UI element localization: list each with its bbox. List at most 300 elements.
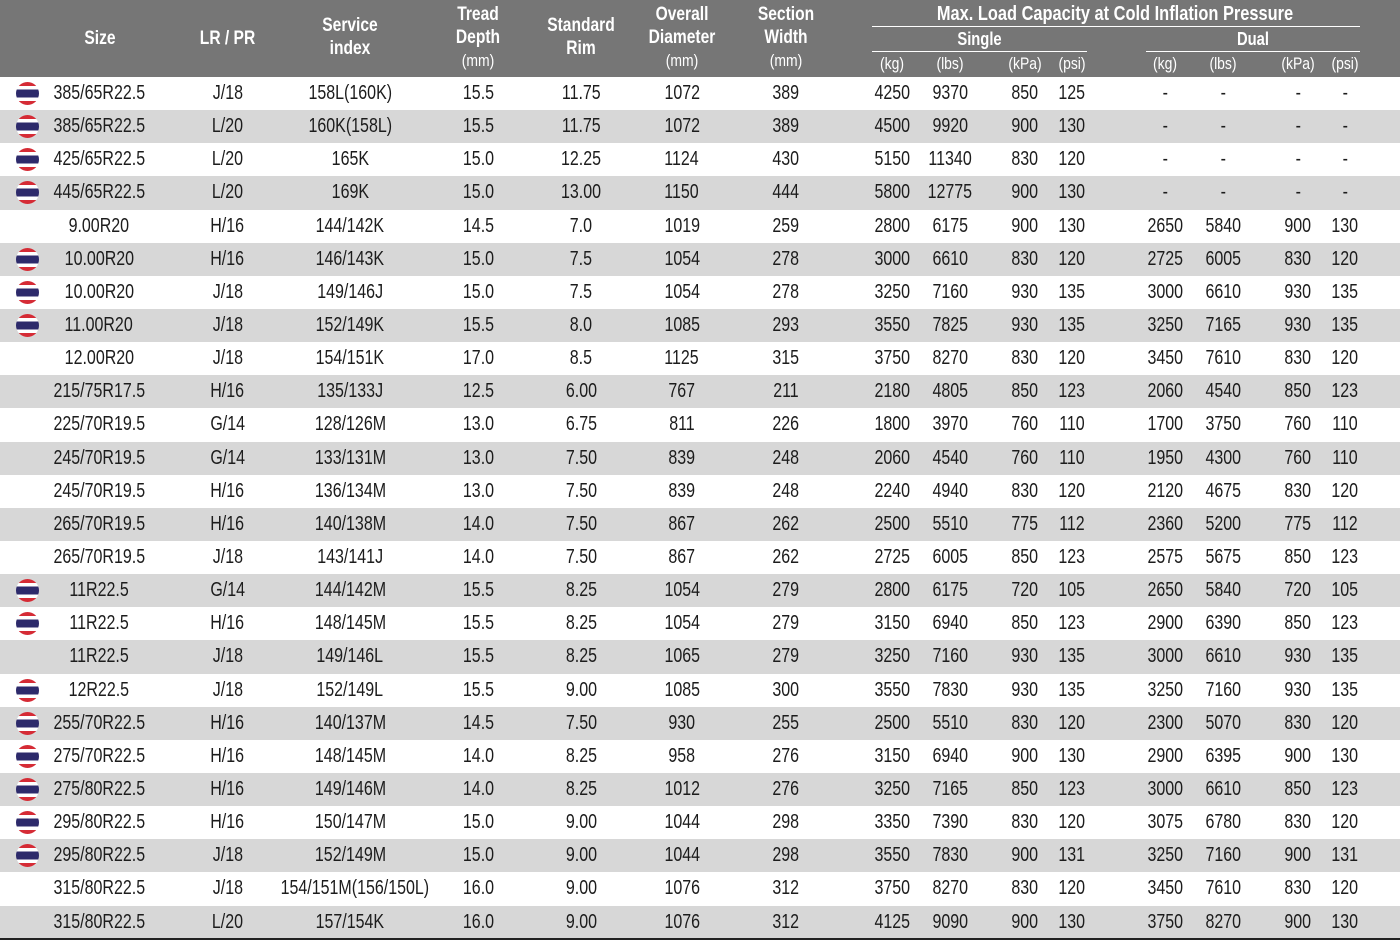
cell-lr-pr: H/16: [210, 711, 245, 734]
cell-single-psi: 130: [1058, 181, 1086, 204]
cell-single-kpa: 830: [1011, 877, 1039, 900]
cell-size: 11R22.5: [69, 612, 129, 635]
header-service-line1: Service: [322, 15, 378, 36]
header-max-load-rule: [872, 26, 1360, 27]
cell-service: 149/146M: [314, 777, 386, 800]
table-row: [0, 375, 1400, 408]
cell-dual-psi: 123: [1331, 777, 1359, 800]
cell-single-kg: 2180: [874, 380, 910, 403]
table-row: [0, 773, 1400, 806]
table-header: [0, 0, 1400, 77]
table-row: [0, 210, 1400, 243]
cell-single-kg: 3150: [874, 612, 910, 635]
cell-dual-kg: 3000: [1147, 645, 1183, 668]
thailand-flag-icon: [16, 844, 39, 867]
cell-size: 265/70R19.5: [53, 512, 145, 535]
cell-size: 385/65R22.5: [53, 82, 145, 104]
cell-rim: 8.25: [565, 579, 597, 602]
cell-size: 295/80R22.5: [53, 844, 145, 867]
cell-tread: 15.0: [462, 148, 494, 171]
cell-tread: 15.5: [462, 579, 494, 602]
cell-dual-kpa: 930: [1284, 280, 1312, 303]
cell-size: 12.00R20: [64, 347, 134, 370]
cell-single-psi: 130: [1058, 744, 1086, 767]
cell-lr-pr: J/18: [212, 545, 243, 568]
cell-single-lbs: 5510: [932, 512, 968, 535]
cell-single-lbs: 7160: [932, 645, 968, 668]
cell-diameter: 1124: [664, 148, 700, 171]
cell-width: 278: [772, 247, 800, 270]
cell-dual-kpa: 850: [1284, 777, 1312, 800]
cell-single-lbs: 9920: [932, 115, 968, 138]
cell-dual-kg: 2650: [1147, 579, 1183, 602]
cell-size: 315/80R22.5: [53, 877, 145, 900]
cell-rim: 8.5: [569, 347, 593, 370]
cell-width: 444: [772, 181, 800, 204]
cell-dual-lbs: -: [1220, 148, 1226, 171]
cell-single-kpa: 830: [1011, 148, 1039, 171]
cell-diameter: 867: [668, 545, 696, 568]
cell-dual-lbs: 3750: [1205, 413, 1241, 436]
cell-size: 9.00R20: [68, 214, 130, 237]
cell-width: 430: [772, 148, 800, 171]
thailand-flag-icon: [16, 811, 39, 834]
cell-single-kpa: 830: [1011, 711, 1039, 734]
cell-single-kg: 3750: [874, 347, 910, 370]
cell-size: 11R22.5: [69, 579, 129, 602]
cell-dual-lbs: 5675: [1205, 545, 1241, 568]
cell-rim: 6.75: [565, 413, 597, 436]
cell-dual-psi: 135: [1331, 678, 1359, 701]
cell-diameter: 1054: [664, 247, 700, 270]
cell-dual-kpa: 775: [1284, 512, 1312, 535]
cell-single-psi: 120: [1058, 479, 1086, 502]
cell-tread: 16.0: [462, 877, 494, 900]
header-max-load: Max. Load Capacity at Cold Inflation Pressure: [936, 3, 1294, 25]
cell-dual-kg: 2900: [1147, 612, 1183, 635]
cell-single-psi: 130: [1058, 910, 1086, 933]
cell-single-psi: 123: [1058, 545, 1086, 568]
cell-size: 445/65R22.5: [53, 181, 145, 204]
cell-single-kpa: 830: [1011, 811, 1039, 834]
cell-dual-lbs: 6610: [1205, 280, 1241, 303]
cell-tread: 14.0: [462, 777, 494, 800]
cell-lr-pr: J/18: [212, 645, 243, 668]
cell-width: 259: [772, 214, 800, 237]
cell-dual-kpa: 930: [1284, 645, 1312, 668]
cell-diameter: 1125: [664, 347, 700, 370]
header-dual-lbs: (lbs): [1209, 54, 1237, 73]
table-row: [0, 342, 1400, 375]
cell-rim: 12.25: [560, 148, 602, 171]
cell-dual-lbs: 6610: [1205, 777, 1241, 800]
cell-dual-psi: 135: [1331, 313, 1359, 336]
cell-size: 315/80R22.5: [53, 910, 145, 933]
cell-single-kg: 2500: [874, 512, 910, 535]
cell-width: 279: [772, 612, 800, 635]
cell-size: 10.00R20: [64, 247, 134, 270]
cell-single-lbs: 5510: [932, 711, 968, 734]
cell-single-kpa: 850: [1011, 380, 1039, 403]
cell-lr-pr: L/20: [211, 148, 244, 171]
cell-single-psi: 120: [1058, 711, 1086, 734]
cell-dual-kg: -: [1162, 82, 1168, 104]
cell-single-psi: 125: [1058, 82, 1086, 104]
cell-single-kpa: 850: [1011, 777, 1039, 800]
cell-width: 255: [772, 711, 800, 734]
cell-single-kpa: 930: [1011, 645, 1039, 668]
cell-dual-kg: 3750: [1147, 910, 1183, 933]
cell-single-kpa: 930: [1011, 313, 1039, 336]
cell-service: 152/149M: [314, 844, 386, 867]
cell-dual-kpa: -: [1295, 181, 1301, 204]
table-row: [0, 243, 1400, 276]
cell-lr-pr: J/18: [212, 844, 243, 867]
table-row: [0, 408, 1400, 441]
thailand-flag-icon: [16, 679, 39, 702]
cell-single-psi: 110: [1059, 446, 1085, 469]
header-single-kpa: (kPa): [1008, 54, 1042, 73]
cell-tread: 15.0: [462, 280, 494, 303]
cell-rim: 7.50: [565, 512, 597, 535]
cell-tread: 14.0: [462, 512, 494, 535]
cell-rim: 9.00: [565, 678, 597, 701]
cell-rim: 8.25: [565, 777, 597, 800]
cell-dual-psi: 123: [1331, 545, 1359, 568]
cell-single-kpa: 850: [1011, 82, 1039, 104]
cell-single-kpa: 720: [1011, 579, 1039, 602]
cell-dual-psi: -: [1342, 115, 1348, 138]
cell-diameter: 1085: [664, 313, 700, 336]
cell-service: 160K(158L): [308, 115, 392, 138]
cell-service: 152/149K: [315, 313, 385, 336]
cell-single-kpa: 900: [1011, 844, 1039, 867]
cell-width: 276: [772, 744, 800, 767]
cell-diameter: 1012: [664, 777, 700, 800]
cell-rim: 6.00: [565, 380, 597, 403]
cell-single-psi: 120: [1058, 877, 1086, 900]
cell-dual-kpa: 720: [1284, 579, 1312, 602]
cell-width: 298: [772, 811, 800, 834]
cell-dual-psi: 135: [1331, 280, 1359, 303]
cell-single-kg: 3250: [874, 645, 910, 668]
cell-single-kpa: 900: [1011, 910, 1039, 933]
header-rim-line2: Rim: [566, 38, 596, 59]
cell-single-lbs: 7830: [932, 844, 968, 867]
table-row: [0, 508, 1400, 541]
cell-size: 275/80R22.5: [53, 777, 145, 800]
cell-dual-lbs: 4300: [1205, 446, 1241, 469]
cell-dual-kpa: 930: [1284, 313, 1312, 336]
cell-single-psi: 123: [1058, 777, 1086, 800]
cell-single-psi: 123: [1058, 380, 1086, 403]
cell-service: 165K: [331, 148, 369, 171]
table-row: [0, 740, 1400, 773]
cell-diameter: 1019: [664, 214, 700, 237]
cell-width: 389: [772, 115, 800, 138]
cell-single-kg: 4500: [874, 115, 910, 138]
cell-dual-kpa: 830: [1284, 347, 1312, 370]
header-service-line2: index: [329, 38, 371, 59]
cell-dual-psi: 120: [1331, 877, 1359, 900]
cell-tread: 13.0: [462, 413, 494, 436]
cell-dual-psi: 123: [1331, 380, 1359, 403]
cell-single-lbs: 7390: [932, 811, 968, 834]
cell-size: 275/70R22.5: [53, 744, 145, 767]
header-width-unit: (mm): [769, 51, 803, 70]
thailand-flag-icon: [16, 579, 39, 602]
cell-service: 144/142M: [314, 579, 386, 602]
cell-service: 143/141J: [317, 545, 383, 568]
cell-dual-psi: 131: [1331, 844, 1359, 867]
cell-rim: 9.00: [565, 811, 597, 834]
cell-width: 262: [772, 512, 800, 535]
cell-dual-lbs: -: [1220, 181, 1226, 204]
cell-size: 11R22.5: [69, 645, 129, 668]
cell-lr-pr: H/16: [210, 512, 245, 535]
thailand-flag-icon: [16, 181, 39, 204]
cell-tread: 15.5: [462, 115, 494, 138]
cell-single-lbs: 7160: [932, 280, 968, 303]
cell-width: 276: [772, 777, 800, 800]
cell-rim: 7.50: [565, 446, 597, 469]
cell-dual-psi: 120: [1331, 247, 1359, 270]
cell-lr-pr: J/18: [212, 280, 243, 303]
cell-dual-kg: 2900: [1147, 744, 1183, 767]
cell-lr-pr: H/16: [210, 247, 245, 270]
cell-single-kg: 3000: [874, 247, 910, 270]
cell-dual-kpa: 850: [1284, 380, 1312, 403]
cell-size: 245/70R19.5: [53, 446, 145, 469]
cell-dual-lbs: 7160: [1205, 678, 1241, 701]
cell-single-kg: 1800: [874, 413, 910, 436]
cell-width: 300: [772, 678, 800, 701]
cell-dual-lbs: -: [1220, 115, 1226, 138]
cell-dual-psi: 130: [1331, 910, 1359, 933]
cell-dual-kg: 3000: [1147, 280, 1183, 303]
cell-dual-psi: 112: [1332, 512, 1358, 535]
cell-single-lbs: 12775: [927, 181, 973, 204]
cell-diameter: 1044: [664, 811, 700, 834]
cell-single-lbs: 6610: [932, 247, 968, 270]
cell-dual-kg: -: [1162, 148, 1168, 171]
cell-lr-pr: J/18: [212, 313, 243, 336]
cell-dual-psi: 120: [1331, 479, 1359, 502]
cell-tread: 16.0: [462, 910, 494, 933]
header-single: Single: [957, 29, 1002, 49]
table-body: [0, 77, 1400, 939]
cell-dual-psi: 120: [1331, 811, 1359, 834]
header-dual-psi: (psi): [1331, 54, 1359, 73]
cell-lr-pr: G/14: [210, 446, 245, 469]
cell-dual-kg: 1700: [1147, 413, 1183, 436]
cell-lr-pr: H/16: [210, 612, 245, 635]
cell-rim: 9.00: [565, 877, 597, 900]
cell-size: 265/70R19.5: [53, 545, 145, 568]
cell-single-kpa: 900: [1011, 181, 1039, 204]
header-width-line2: Width: [764, 27, 808, 48]
cell-service: 133/131M: [314, 446, 386, 469]
cell-diameter: 867: [668, 512, 696, 535]
cell-width: 279: [772, 579, 800, 602]
cell-rim: 9.00: [565, 910, 597, 933]
cell-diameter: 958: [668, 744, 696, 767]
cell-single-lbs: 11340: [928, 148, 972, 171]
cell-rim: 9.00: [565, 844, 597, 867]
cell-lr-pr: L/20: [211, 115, 244, 138]
cell-single-lbs: 4805: [932, 380, 968, 403]
cell-service: 149/146L: [316, 645, 384, 668]
cell-single-lbs: 6940: [932, 744, 968, 767]
cell-single-lbs: 9090: [932, 910, 968, 933]
cell-single-psi: 123: [1058, 612, 1086, 635]
table-row: [0, 574, 1400, 607]
cell-size: 255/70R22.5: [53, 711, 145, 734]
cell-single-kpa: 930: [1011, 678, 1039, 701]
cell-dual-kpa: 900: [1284, 214, 1312, 237]
cell-dual-kpa: 900: [1284, 844, 1312, 867]
thailand-flag-icon: [16, 148, 39, 171]
cell-diameter: 1072: [664, 82, 700, 104]
cell-dual-kpa: 830: [1284, 877, 1312, 900]
cell-tread: 12.5: [462, 380, 494, 403]
cell-dual-psi: -: [1342, 181, 1348, 204]
cell-lr-pr: J/18: [212, 82, 243, 104]
cell-lr-pr: G/14: [210, 413, 245, 436]
cell-dual-kpa: 850: [1284, 612, 1312, 635]
cell-dual-psi: 120: [1331, 347, 1359, 370]
cell-dual-kpa: 830: [1284, 711, 1312, 734]
thailand-flag-icon: [16, 115, 39, 138]
cell-rim: 8.0: [569, 313, 593, 336]
cell-single-kg: 5800: [874, 181, 910, 204]
cell-rim: 8.25: [565, 645, 597, 668]
cell-width: 248: [772, 479, 800, 502]
cell-single-lbs: 6175: [932, 579, 968, 602]
cell-dual-lbs: 5840: [1205, 214, 1241, 237]
cell-tread: 13.0: [462, 446, 494, 469]
cell-rim: 7.5: [569, 280, 593, 303]
cell-dual-kg: 3250: [1147, 844, 1183, 867]
cell-dual-psi: 110: [1332, 446, 1358, 469]
cell-tread: 14.0: [462, 545, 494, 568]
cell-size: 385/65R22.5: [53, 115, 145, 138]
cell-single-psi: 120: [1058, 811, 1086, 834]
cell-single-kg: 2800: [874, 214, 910, 237]
table-row: [0, 77, 1400, 110]
cell-single-kpa: 830: [1011, 347, 1039, 370]
cell-single-psi: 131: [1058, 844, 1086, 867]
cell-dual-kpa: 830: [1284, 479, 1312, 502]
cell-tread: 15.5: [462, 645, 494, 668]
cell-service: 149/146J: [317, 280, 383, 303]
thailand-flag-icon: [16, 248, 39, 271]
cell-diameter: 1076: [664, 877, 700, 900]
cell-service: 154/151K: [315, 347, 385, 370]
cell-diameter: 1150: [664, 181, 700, 204]
cell-single-lbs: 4940: [932, 479, 968, 502]
cell-dual-lbs: 6780: [1205, 811, 1241, 834]
table-row: [0, 839, 1400, 872]
cell-dual-kg: 3000: [1147, 777, 1183, 800]
cell-single-kg: 3250: [874, 280, 910, 303]
cell-single-kpa: 850: [1011, 612, 1039, 635]
cell-dual-kpa: 760: [1284, 446, 1312, 469]
cell-single-lbs: 7830: [932, 678, 968, 701]
cell-dual-kg: 3450: [1147, 347, 1183, 370]
cell-lr-pr: J/18: [212, 347, 243, 370]
cell-lr-pr: H/16: [210, 777, 245, 800]
cell-dual-kg: 2120: [1147, 479, 1183, 502]
cell-diameter: 930: [668, 711, 696, 734]
cell-dual-kg: 2650: [1147, 214, 1183, 237]
cell-dual-lbs: 6610: [1205, 645, 1241, 668]
cell-service: 154/151M(156/150L): [280, 877, 430, 900]
cell-dual-lbs: 7610: [1205, 877, 1241, 900]
table-row: [0, 674, 1400, 707]
cell-tread: 15.0: [462, 844, 494, 867]
cell-dual-psi: 130: [1331, 214, 1359, 237]
table-row: [0, 475, 1400, 508]
table-row: [0, 541, 1400, 574]
cell-tread: 15.5: [462, 678, 494, 701]
header-lr-pr: LR / PR: [199, 28, 256, 49]
cell-single-kpa: 930: [1011, 280, 1039, 303]
cell-tread: 15.5: [462, 313, 494, 336]
cell-tread: 17.0: [462, 347, 494, 370]
thailand-flag-icon: [16, 314, 39, 337]
table-row: [0, 110, 1400, 143]
cell-dual-lbs: 4675: [1205, 479, 1241, 502]
cell-lr-pr: G/14: [210, 579, 245, 602]
cell-single-lbs: 8270: [932, 877, 968, 900]
thailand-flag-icon: [16, 82, 39, 105]
header-single-lbs: (lbs): [936, 54, 964, 73]
cell-tread: 15.5: [462, 612, 494, 635]
cell-single-kg: 2725: [874, 545, 910, 568]
table-row: [0, 906, 1400, 939]
cell-dual-kg: 2725: [1147, 247, 1183, 270]
header-diameter-line2: Diameter: [648, 27, 716, 48]
cell-dual-lbs: 5070: [1205, 711, 1241, 734]
cell-single-kpa: 900: [1011, 744, 1039, 767]
cell-single-kg: 5150: [874, 148, 910, 171]
cell-size: 425/65R22.5: [53, 148, 145, 171]
cell-diameter: 1072: [664, 115, 700, 138]
cell-single-psi: 135: [1058, 645, 1086, 668]
cell-single-psi: 112: [1059, 512, 1085, 535]
cell-single-psi: 120: [1058, 148, 1086, 171]
header-diameter-line1: Overall: [655, 4, 709, 25]
cell-single-kpa: 900: [1011, 115, 1039, 138]
cell-size: 12R22.5: [68, 678, 130, 701]
thailand-flag-icon: [16, 612, 39, 635]
cell-dual-psi: 123: [1331, 612, 1359, 635]
table-row: [0, 176, 1400, 209]
cell-service: 157/154K: [315, 910, 385, 933]
cell-dual-lbs: 6390: [1205, 612, 1241, 635]
table-row: [0, 276, 1400, 309]
cell-service: 128/126M: [314, 413, 386, 436]
cell-dual-lbs: 6395: [1205, 744, 1241, 767]
cell-dual-lbs: 5840: [1205, 579, 1241, 602]
cell-single-lbs: 4540: [932, 446, 968, 469]
cell-rim: 7.50: [565, 479, 597, 502]
header-diameter-unit: (mm): [665, 51, 699, 70]
cell-dual-psi: 110: [1332, 413, 1358, 436]
cell-diameter: 1085: [664, 678, 700, 701]
cell-dual-kpa: 900: [1284, 910, 1312, 933]
